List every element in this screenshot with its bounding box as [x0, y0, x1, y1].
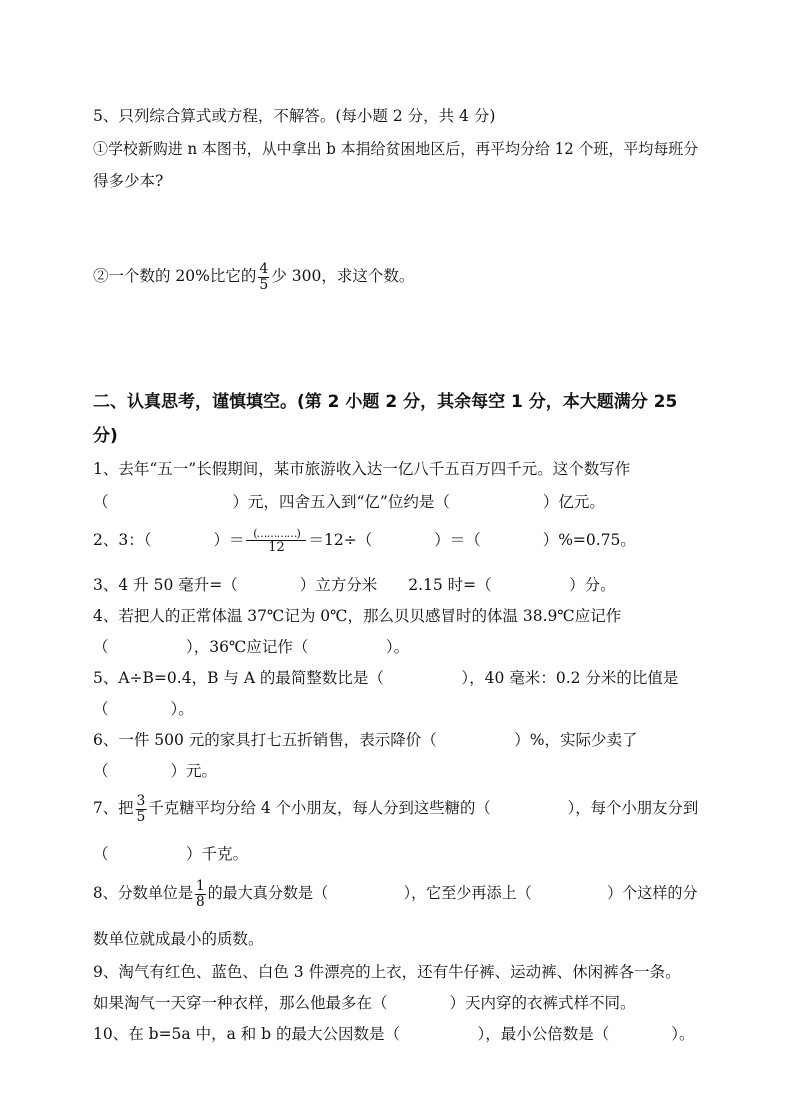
q1-line1: 1、去年“五一”长假期间，某市旅游收入达一亿八千五百万四千元。这个数写作	[93, 460, 631, 478]
fraction-denominator: 12	[268, 539, 285, 555]
q5-sub2-pre: ②一个数的 20%比它的	[93, 267, 257, 286]
q5-title: 5、只列综合算式或方程，不解答。(每小题 2 分，共 4 分)	[93, 107, 496, 125]
q2-pre: 2、3：（ ）＝	[93, 531, 245, 550]
q8-pre: 8、分数单位是	[93, 884, 194, 903]
fraction-blank-over-twelve	[246, 528, 306, 554]
q8-line1	[93, 879, 698, 909]
q4-line2: （ ），36℃应记作（ ）。	[93, 638, 410, 656]
q5-sub1-line2: 得多少本?	[93, 172, 164, 190]
fraction-numerator: (…………)	[246, 528, 306, 541]
q8-post: 的最大真分数是（ ），它至少再添上（ ）个这样的分	[207, 884, 698, 903]
q9-line2: 如果淘气一天穿一种衣样，那么他最多在（ ）天内穿的衣裤式样不同。	[93, 994, 636, 1012]
fraction-numerator: 4	[259, 261, 269, 277]
q9-line1: 9、淘气有红色、蓝色、白色 3 件漂亮的上衣，还有牛仔裤、运动裤、休闲裤各一条。	[93, 963, 681, 981]
fraction-denominator: 5	[259, 276, 269, 293]
q10-line1: 10、在 b=5a 中，a 和 b 的最大公因数是（ ），最小公倍数是（ ）。	[93, 1025, 695, 1043]
fraction-three-fifths	[136, 794, 147, 824]
q5-sub1-line1: ①学校新购进 n 本图书，从中拿出 b 本捐给贫困地区后，再平均分给 12 个班，平均每班分	[93, 140, 699, 158]
q8-line2: 数单位就成最小的质数。	[93, 930, 264, 948]
q6-line1: 6、一件 500 元的家具打七五折销售，表示降价（ ）%，实际少卖了	[93, 731, 638, 749]
fraction-numerator: 1	[195, 878, 205, 894]
fraction-one-eighth	[195, 879, 206, 909]
q2-post: ＝12÷（ ）＝（ ）%=0.75。	[308, 531, 636, 550]
fraction-four-fifths	[258, 262, 269, 292]
q1-line2: （ ）元，四舍五入到“亿”位约是（ ）亿元。	[93, 493, 605, 511]
q7-post: 千克糖平均分给 4 个小朋友，每人分到这些糖的（ ），每个小朋友分到	[148, 799, 699, 818]
q5-sub2-post: 少 300，求这个数。	[271, 267, 415, 286]
section2-heading-line1: 二、认真思考，谨慎填空。(第 2 小题 2 分，其余每空 1 分，本大题满分 25	[93, 392, 678, 412]
q7-line1	[93, 794, 698, 824]
q7-line2: （ ）千克。	[93, 845, 249, 863]
fraction-denominator: 5	[136, 808, 146, 825]
q5-sub2	[93, 262, 414, 292]
q2-line	[93, 528, 636, 554]
q7-pre: 7、把	[93, 799, 134, 818]
q3-line1: 3、4 升 50 毫升=（ ）立方分米 2.15 时=（ ）分。	[93, 576, 616, 594]
q4-line1: 4、若把人的正常体温 37℃记为 0℃，那么贝贝感冒时的体温 38.9℃应记作	[93, 607, 622, 625]
fraction-numerator: 3	[136, 793, 146, 809]
q5b-line2: （ ）。	[93, 700, 194, 718]
q5b-line1: 5、A÷B=0.4，B 与 A 的最简整数比是（ ），40 毫米：0.2 分米的比值是	[93, 669, 679, 687]
fraction-denominator: 8	[195, 893, 205, 910]
q6-line2: （ ）元。	[93, 762, 218, 780]
section2-heading-line2: 分)	[93, 426, 118, 446]
